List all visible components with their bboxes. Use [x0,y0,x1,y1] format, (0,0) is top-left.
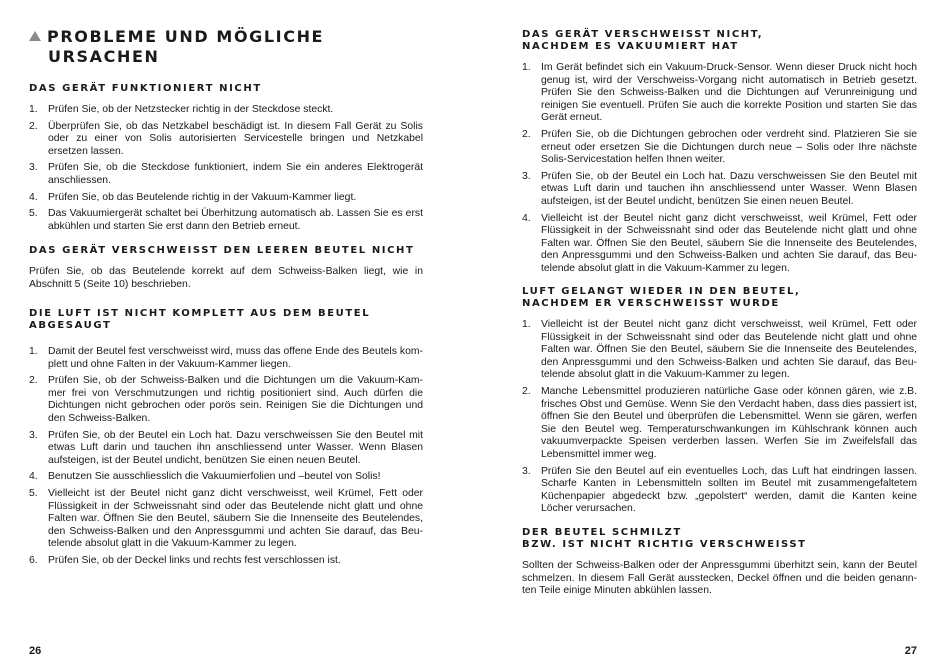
section-heading-leeren-beutel: DAS GERÄT VERSCHWEISST DEN LEEREN BEUTEL NICHT [29,245,415,256]
list-item: 1. Im Gerät befindet sich ein Vakuum-Druck-Sensor. Wenn dieser Druck nicht hoch genug ist, wird der Verschweiss-Vorgang nicht automatisch in Betrieb gesetzt. Prüfen Sie den Schweiss-Balken und die Dichtungen auf Verunreinigung und reinigen Sie eventuell. Prüfen Sie auch die korrekte Position und starten Sie das Gerät erneut. [522,62,917,124]
list-luft-gelangt-wieder [522,319,917,520]
list-item: 3. Prüfen Sie, ob die Steckdose funktioniert, indem Sie ein anderes Elektrogerät anschliessen. [29,162,423,186]
list-item: 5. Vielleicht ist der Beutel nicht ganz dicht verschweisst, weil Krümel, Fett oder Flüssigkeit in der Schweissnaht sind oder das Beutelende nicht glatt und ohne Falten war. Öffnen Sie den Beutel, säubern Sie die Innenseite des Beutelendes, den Schweiss-Balken und den Anpressgummi und achten Sie darauf, das Beu-telende absolut glatt in die Vakuum-Kammer zu legen. [29,487,423,550]
section-heading-geraet-funktioniert-nicht: DAS GERÄT FUNKTIONIERT NICHT [29,83,262,94]
list-luft-nicht-abgesaugt [29,346,423,572]
page-title [29,27,324,67]
section-heading-verschweisst-nicht: DAS GERÄT VERSCHWEISST NICHT, NACHDEM ES VAKUUMIERT HAT [522,29,764,52]
list-geraet-funktioniert-nicht [29,104,423,237]
section-heading-luft-nicht-abgesaugt: DIE LUFT IST NICHT KOMPLETT AUS DEM BEUTEL ABGESAUGT [29,308,371,331]
page-title-line-1: PROBLEME UND MÖGLICHE [47,27,325,46]
list-item: 4. Prüfen Sie, ob das Beutelende richtig in der Vakuum-Kammer liegt. [29,191,357,203]
list-verschweisst-nicht [522,62,917,280]
list-item: 2. Überprüfen Sie, ob das Netzkabel beschädigt ist. In diesem Fall Gerät zu Solis oder zu einer von Solis autorisierten Servicestelle bringen und Netzkabel ersetzen lassen. [29,120,423,157]
list-item: 6. Prüfen Sie, ob der Deckel links und rechts fest verschlossen ist. [29,554,341,566]
page-number-left: 26 [29,645,42,657]
list-item: 2. Manche Lebensmittel produzieren natürliche Gase oder können gären, wie z.B. frisches Obst und Gemüse. Wenn Sie den Verdacht haben, dass dies passiert ist, öffnen Sie den Beutel und überprüfen die Lebensmittel. Wenn sie gären, werfen Sie den Beutel weg. Temperaturschwankungen im Kühlschrank können auch vakuumverpackte Speisen verderben lassen. Werfen Sie im Zweifelsfall das Lebensmittel immer weg. [522,385,917,460]
section-heading-luft-gelangt-wieder: LUFT GELANGT WIEDER IN DEN BEUTEL, NACHDEM ER VERSCHWEISST WURDE [522,286,801,309]
list-item: 2. Prüfen Sie, ob der Schweiss-Balken und die Dichtungen um die Vakuum-Kam-mer frei von Verschmutzungen und richtig positioniert sind. Auch dürfen die Dichtungen nicht gebrochen oder porös sein. Reinigen Sie die Dichtungen und den Schweiss-Balken. [29,375,423,424]
list-item: 1. Prüfen Sie, ob der Netzstecker richtig in der Steckdose steckt. [29,104,334,115]
list-item: 4. Benutzen Sie ausschliesslich die Vakuumierfolien und –beutel von Solis! [29,471,381,483]
list-item: 2. Prüfen Sie, ob die Dichtungen gebrochen oder verdreht sind. Platzieren Sie sie erneut oder ersetzen Sie die Dichtungen durch neue – Solis oder Ihre nächste Solis-Servicestation helfen Ihnen weiter. [522,128,917,166]
section-heading-beutel-schmilzt: DER BEUTEL SCHMILZT BZW. IST NICHT RICHTIG VERSCHWEISST [522,527,807,550]
list-item: 3. Prüfen Sie, ob der Beutel ein Loch hat. Dazu verschweissen Sie den Beutel mit etwas Luft darin und tauchen ihn anschliessend unter Wasser. Wenn Blasen aufsteigen, ist der Beutel undicht, benützen Sie einen neuen Beutel. [29,429,423,466]
list-item: 1. Vielleicht ist der Beutel nicht ganz dicht verschweisst, weil Krümel, Fett oder Flüssigkeit in der Schweissnaht sind oder das Beutelende nicht glatt und ohne Falten war. Öffnen Sie den Beutel, säubern Sie die Innenseite des Beutelendes, den Anpressgummi und den Schweiss-Balken und achten Sie darauf, das Beu-telende absolut glatt in die Vakuum-Kammer zu legen. [522,319,917,381]
paragraph-beutel-schmilzt: Sollten der Schweiss-Balken oder der Anpressgummi überhitzt sein, kann der Beutel schmelzen. In diesem Fall Gerät ausstecken, Deckel öffnen und die beiden genann-ten Teile einige Minuten abkühlen lassen. [522,560,917,597]
list-item: 3. Prüfen Sie, ob der Beutel ein Loch hat. Dazu verschweissen Sie den Beutel mit etwas Luft darin und tauchen ihn anschliessend unter Wasser. Wenn Blasen aufsteigen, ist der Beutel undicht, benützen Sie einen neuen Beutel. [522,170,917,207]
list-item: 3. Prüfen Sie den Beutel auf ein eventuelles Loch, das Luft hat eindringen lassen. Scharfe Kanten in Lebensmitteln sollten im Beutel mit zusammengefaltetem Küchenpapier abgedeckt bzw. „gepolstert“ werden, damit die Kanten keine Löcher verursachen. [522,465,917,515]
triangle-icon [29,31,41,41]
paragraph-leeren-beutel: Prüfen Sie, ob das Beutelende korrekt auf dem Schweiss-Balken liegt, wie in Abschnitt 5 (Seite 10) beschrieben. [29,266,423,290]
list-item: 1. Damit der Beutel fest verschweisst wird, muss das offene Ende des Beutels kom-plett und ohne Falten in der Vakuum-Kammer liegen. [29,346,423,370]
page-title-line-2: URSACHEN [48,47,160,66]
list-item: 5. Das Vakuumiergerät schaltet bei Überhitzung automatisch ab. Lassen Sie es erst abkühlen und starten Sie erst dann den Betrieb erneut. [29,208,423,232]
list-item: 4. Vielleicht ist der Beutel nicht ganz dicht verschweisst, weil Krümel, Fett oder Flüssigkeit in der Schweissnaht sind oder das Beutelende nicht glatt und ohne Falten war. Öffnen Sie den Beutel, säubern Sie die Innenseite des Beutelendes, den Anpressgummi und den Schweiss-Balken und achten Sie darauf, das Beu-telende absolut glatt in die Vakuum-Kammer zu legen. [522,212,917,274]
page-number-right: 27 [904,645,917,657]
